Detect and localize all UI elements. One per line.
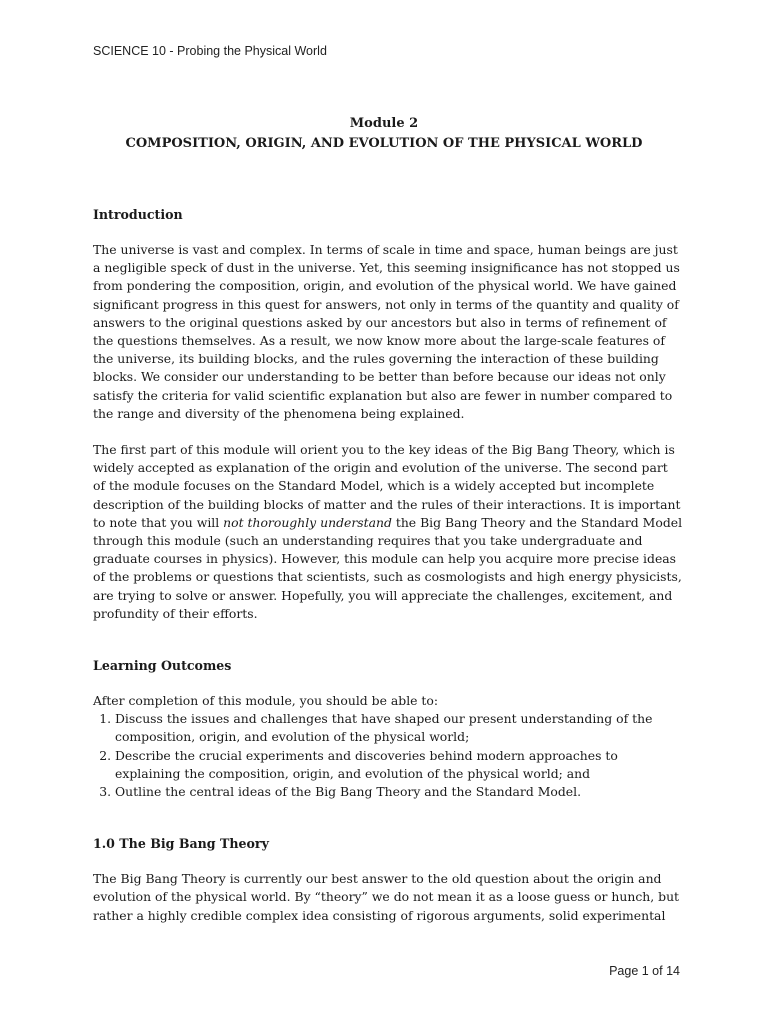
module-number: Module 2 — [349, 116, 419, 131]
section-1-paragraph-1: The Big Bang Theory is currently our best answer to the old question about the origin and evolution of the physical world. By “theory” we do not mean it as a loose guess or hunch, but rather a highly credible complex idea consisting of rigorous arguments, solid experimental — [93, 871, 680, 923]
introduction-paragraph-2-start: The first part of this module will orient you to the key ideas of the Big Bang Theory, which is widely accepted as explanation of the origin and evolution of the universe. The second part of the module focuses on the Standard Model, which is a widely accepted but incomplete description of the building blocks of matter and the rules of their interactions. It is important to note that you will — [93, 442, 681, 530]
emphasis-text: not thoroughly understand — [223, 514, 392, 530]
list-item: 2. Describe the crucial experiments and discoveries behind modern approaches to explaining the composition, origin, and evolution of the physical world; and — [115, 747, 683, 783]
learning-outcomes-lead: After completion of this module, you should be able to: — [93, 693, 439, 709]
list-item: 3. Outline the central ideas of the Big Bang Theory and the Standard Model. — [115, 783, 683, 801]
page-header: SCIENCE 10 - Probing the Physical World — [93, 44, 327, 58]
introduction-paragraph-2-end: the Big Bang Theory and the Standard Model through this module (such an understanding requires that you take undergraduate and graduate courses in physics). However, this module can help you acquire more precise ideas of the problems or questions that scientists, such as cosmologists and high energy physicists, are trying to solve or answer. Hopefully, you will appreciate the challenges, excitement, and profundity of their efforts. — [93, 514, 683, 621]
introduction-paragraph-2 — [93, 441, 683, 623]
page-number: Page 1 of 14 — [609, 964, 680, 978]
learning-outcomes-heading: Learning Outcomes — [93, 658, 232, 674]
module-heading — [0, 114, 768, 154]
document-body — [93, 206, 683, 925]
module-title: COMPOSITION, ORIGIN, AND EVOLUTION OF THE PHYSICAL WORLD — [125, 136, 643, 151]
learning-outcomes-list — [93, 710, 683, 801]
introduction-paragraph-1: The universe is vast and complex. In terms of scale in time and space, human beings are just a negligible speck of dust in the universe. Yet, this seeming insignificance has not stopped us from pondering the composition, origin, and evolution of the physical world. We have gained significant progress in this quest for answers, not only in terms of the quantity and quality of answers to the original questions asked by our ancestors but also in terms of refinement of the questions themselves. As a result, we now know more about the large-scale features of the universe, its building blocks, and the rules governing the interaction of these building blocks. We consider our understanding to be better than before because our ideas not only satisfy the criteria for valid scientific explanation but also are fewer in number compared to the range and diversity of the phenomena being explained. — [93, 242, 680, 421]
section-1-heading: 1.0 The Big Bang Theory — [93, 836, 269, 852]
introduction-heading: Introduction — [93, 207, 183, 222]
list-item: 1. Discuss the issues and challenges that have shaped our present understanding of the composition, origin, and evolution of the physical world; — [115, 710, 683, 746]
